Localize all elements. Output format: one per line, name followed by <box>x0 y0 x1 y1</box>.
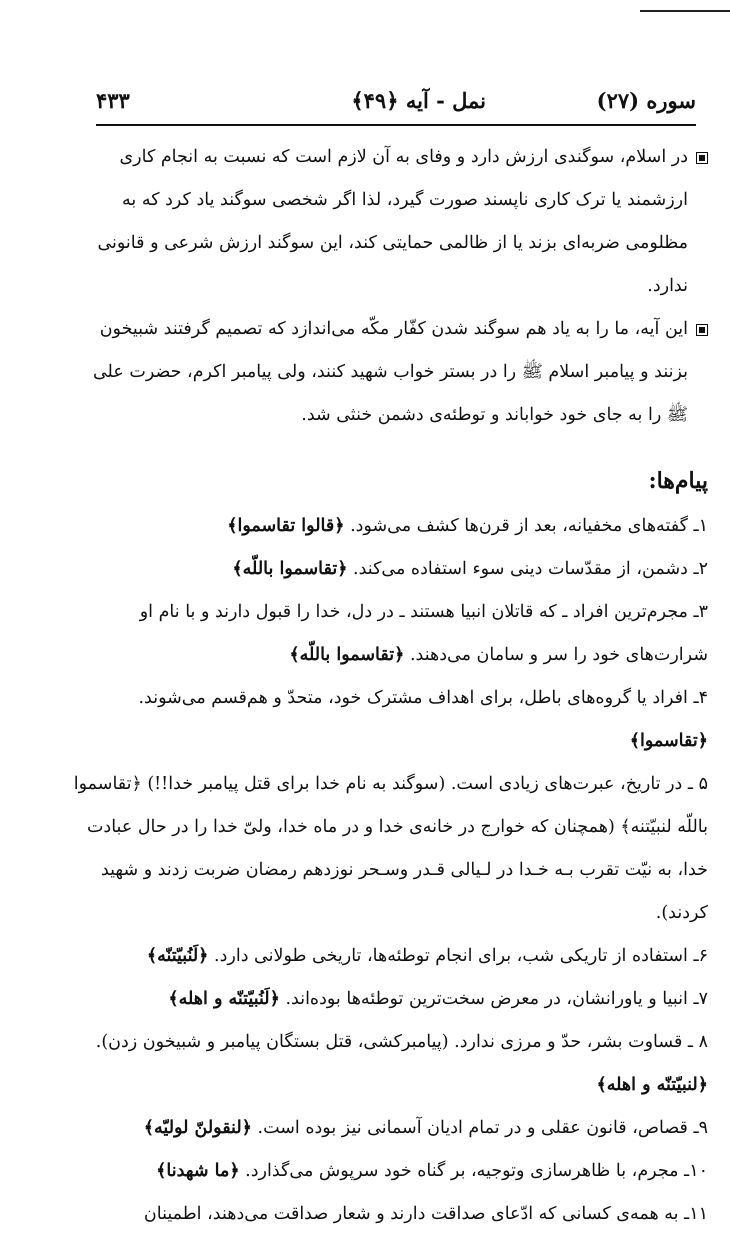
message-item <box>72 1150 708 1193</box>
message-text: ۱ـ گفته‌های مخفیانه، بعد از قرن‌ها کشف می‌شود. <box>350 516 708 536</box>
message-item <box>72 677 708 763</box>
message-item <box>72 505 708 548</box>
header-divider <box>96 124 696 126</box>
message-quote: ﴿تقاسموا﴾ <box>629 731 708 751</box>
verse-title: نمل - آیه ﴿۴۹﴾ <box>351 88 486 113</box>
message-text: ۲ـ دشمن، از مقدّسات دینی سوء استفاده می‌کند. <box>353 559 708 579</box>
message-text: ۱۰ـ مجرم، با ظاهرسازی وتوجیه، بر گناه خود سرپوش می‌گذارد. <box>245 1161 708 1181</box>
page-header <box>96 88 696 122</box>
message-item <box>72 548 708 591</box>
message-text: ۳ـ مجرم‌ترین افراد ـ که قاتلان انبیا هستند ـ در دل، خدا را قبول دارند و با نام او شرارت‌های خود را سر و سامان می‌دهند. <box>139 602 708 665</box>
square-bullet-icon <box>696 152 708 164</box>
note-text: در اسلام، سوگندی ارزش دارد و وفای به آن لازم است که نسبت به انجام کاری ارزشمند یا ترک کاری ناپسند صورت گیرد، لذا اگر شخصی سوگند یاد کرد که به مظلومی ضربه‌ای بزند یا از ظالمی حمایتی کند، این سوگند ارزش شرعی و قانونی ندارد. <box>97 147 688 296</box>
message-text: ۹ـ قصاص، قانون عقلی و در تمام ادیان آسمانی نیز بوده است. <box>257 1118 708 1138</box>
note-paragraph <box>72 308 708 437</box>
message-text: ۸ ـ قساوت بشر، حدّ و مرزی ندارد. (پیامبرکشی، قتل بستگان پیامبر و شبیخون زدن). <box>95 1032 708 1052</box>
message-quote: ﴿تقاسموا باللّه﴾ <box>232 559 348 579</box>
message-quote: ﴿لَنُبیّتنّه﴾ <box>146 946 209 966</box>
page-content <box>72 136 708 1236</box>
messages-heading: پیام‌ها: <box>648 468 708 494</box>
message-quote: ﴿ما شهدنا﴾ <box>156 1161 240 1181</box>
message-text: ۵ ـ در تاریخ، عبرت‌های زیادی است. (سوگند به نام خدا برای قتل پیامبر خدا!!) ﴿تقاسموا باللّه لنبیّتنه﴾ (همچنان که خوارج در خانه‌ی خدا و در ماه خدا، ولیّ خدا را در حال عبادت خدا، به نیّت تقرب بـه خـدا در لـیالی قـدر وسـحر نوزدهم رمضان ضربت زدند و شهید کردند). <box>73 774 708 923</box>
square-bullet-icon <box>696 324 708 336</box>
message-text: ۷ـ انبیا و یاورانشان، در معرض سخت‌ترین توطئه‌ها بوده‌اند. <box>285 989 708 1009</box>
top-edge-rule <box>640 10 730 12</box>
message-quote: ﴿لنبیّتنّه و اهله﴾ <box>596 1075 708 1095</box>
message-quote: ﴿لَنُبیّتنّه و اهله﴾ <box>168 989 280 1009</box>
message-item <box>72 591 708 677</box>
note-text: این آیه، ما را به یاد هم سوگند شدن کفّار مکّه می‌اندازد که تصمیم گرفتند شبیخون بزنند و پیامبر اسلام ﷺ را در بستر خواب شهید کنند، ولی پیامبر اکرم، حضرت علی ﷺ را به جای خود خواباند و توطئه‌ی دشمن خنثی شد. <box>92 319 688 425</box>
surah-title: سوره (۲۷) <box>596 88 696 113</box>
message-text: ۶ـ استفاده از تاریکی شب، برای انجام توطئه‌ها، تاریخی طولانی دارد. <box>214 946 708 966</box>
message-item <box>72 1193 708 1236</box>
message-item <box>72 1021 708 1107</box>
message-item <box>72 978 708 1021</box>
message-quote: ﴿تقاسموا باللّه﴾ <box>289 645 405 665</box>
message-item <box>72 935 708 978</box>
note-paragraph <box>72 136 708 308</box>
message-quote: ﴿قالوا تقاسموا﴾ <box>227 516 345 536</box>
message-item <box>72 763 708 935</box>
page-number: ۴۳۳ <box>96 88 130 113</box>
message-item <box>72 1107 708 1150</box>
message-text: ۴ـ افراد یا گروه‌های باطل، برای اهداف مشترک خود، متحدّ و هم‌قسم می‌شوند. <box>138 688 708 708</box>
message-text: ۱۱ـ به همه‌ی کسانی که ادّعای صداقت دارند و شعار صداقت می‌دهند، اطمینان <box>143 1204 708 1224</box>
message-quote: ﴿لنقولنّ لولیّه﴾ <box>143 1118 252 1138</box>
